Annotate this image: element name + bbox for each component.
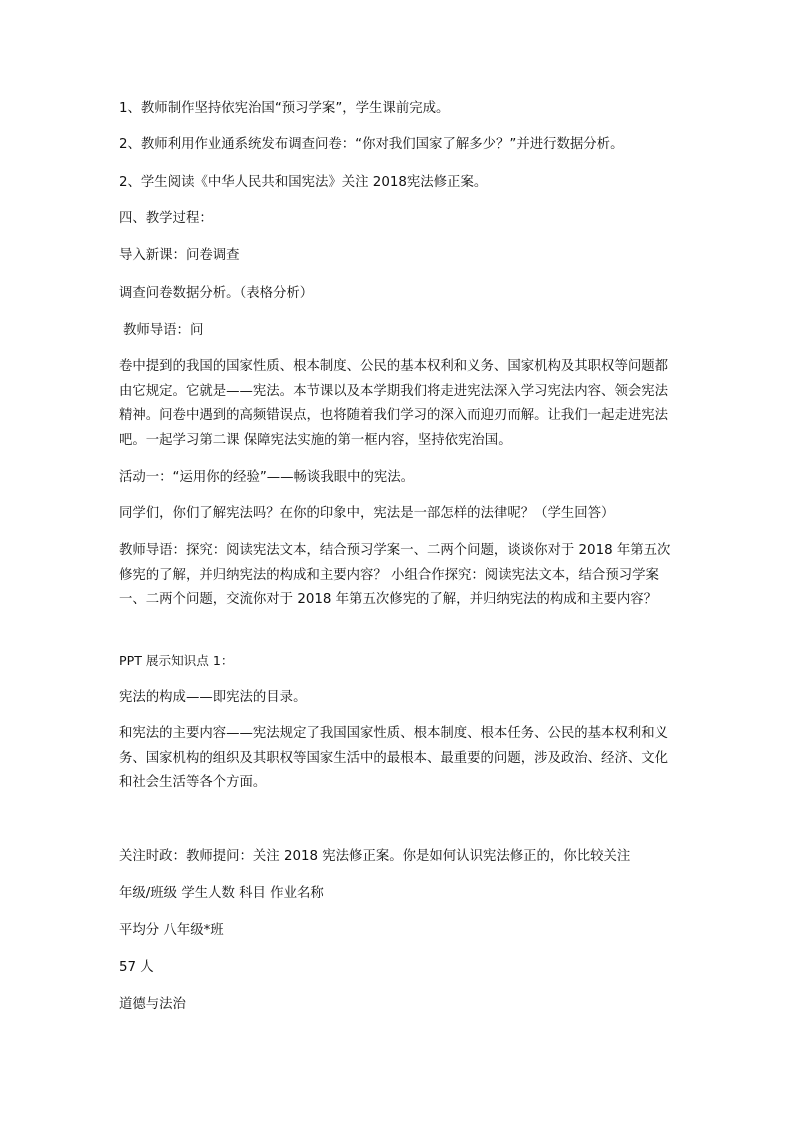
student-count: 57 人 <box>119 960 154 975</box>
exploration-paragraph: 教师导语：探究：阅读宪法文本，结合预习学案一、二两个问题，谈谈你对于 2018 年第五次修宪的了解，并归纳宪法的构成和主要内容？ 小组合作探究：阅读宪法文本，结合预习学案一、二两个问题，交流你对于 2018 年第五次修宪的了解，并归纳宪法的构成和主要内容？ <box>119 543 671 607</box>
teacher-intro-paragraph: 卷中提到的我国的国家性质、根本制度、公民的基本权利和义务、国家机构及其职权等问题都由它规定。它就是——宪法。本节课以及本学期我们将走进宪法深入学习宪法内容、领会宪法精神。问卷中遇到的高频错误点，也将随着我们学习的深入而迎刃而解。让我们一起走进宪法吧。一起学习第二课 保障宪法实施的第一框内容，坚持依宪治国。 <box>119 359 669 448</box>
intro-heading: 导入新课：问卷调查 <box>119 248 240 263</box>
prep-item-2: 2、教师利用作业通系统发布调查问卷：“你对我们国家了解多少？”并进行数据分析。 <box>119 137 624 152</box>
subject-name: 道德与法治 <box>119 997 186 1012</box>
teacher-intro-label: 教师导语：问 <box>123 323 204 338</box>
survey-analysis: 调查问卷数据分析。（表格分析） <box>119 286 314 301</box>
constitution-content: 和宪法的主要内容——宪法规定了我国国家性质、根本制度、根本任务、公民的基本权利和义务、国家机构的组织及其职权等国家生活中的最根本、最重要的问题，涉及政治、经济、文化和社会生活等各个方面。 <box>119 726 669 790</box>
current-affairs: 关注时政：教师提问：关注 2018 宪法修正案。你是如何认识宪法修正的，你比较关注 <box>119 849 631 864</box>
student-question: 同学们，你们了解宪法吗？在你的印象中，宪法是一部怎样的法律呢？（学生回答） <box>119 506 615 521</box>
ppt-knowledge-point: PPT 展示知识点 1： <box>119 653 234 668</box>
prep-item-3: 2、学生阅读《中华人民共和国宪法》关注 2018宪法修正案。 <box>119 175 488 190</box>
section-heading: 四、教学过程： <box>119 211 213 226</box>
table-header-line: 年级/班级 学生人数 科目 作业名称 <box>119 886 324 901</box>
constitution-structure: 宪法的构成——即宪法的目录。 <box>119 690 307 705</box>
prep-item-1: 1、教师制作坚持依宪治国“预习学案”，学生课前完成。 <box>119 101 450 116</box>
table-average-line: 平均分 八年级*班 <box>119 923 224 938</box>
activity-one: 活动一：“运用你的经验”——畅谈我眼中的宪法。 <box>119 470 415 485</box>
